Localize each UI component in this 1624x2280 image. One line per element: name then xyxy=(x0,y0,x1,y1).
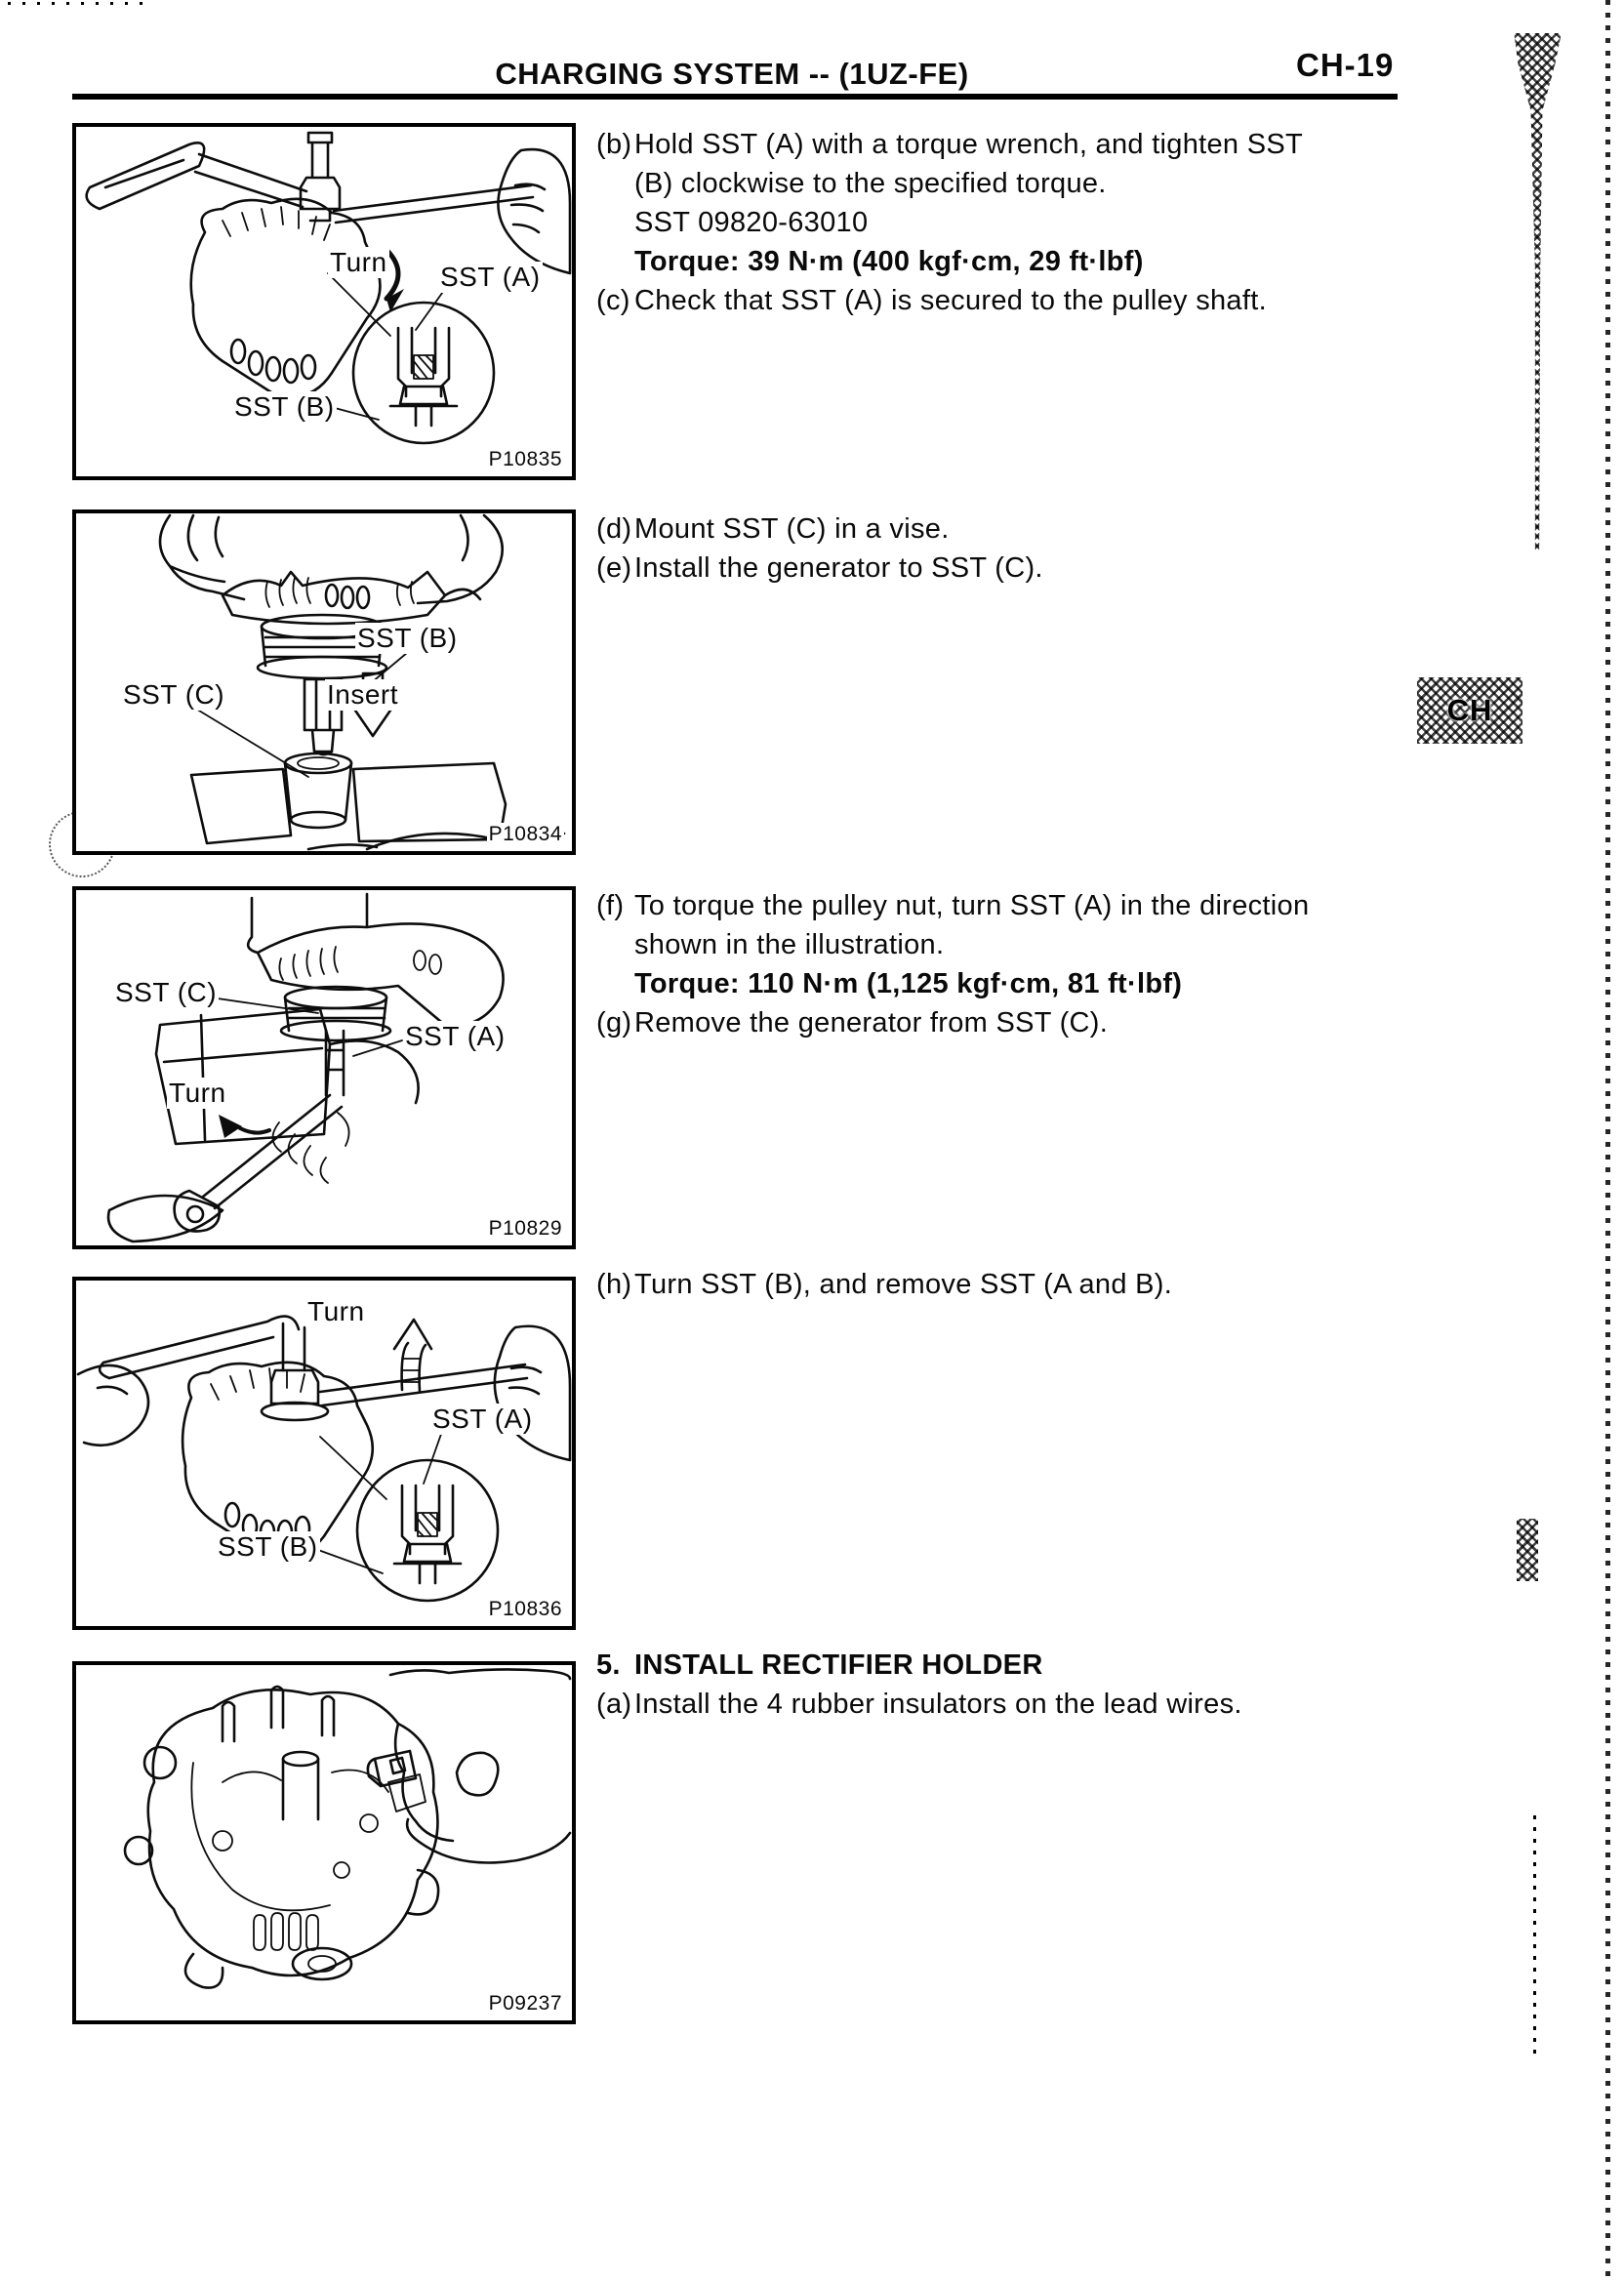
step-text: To torque the pulley nut, turn SST (A) in the direction xyxy=(634,890,1310,921)
figure-label-sst-a: SST (A) xyxy=(405,1021,506,1051)
step-line xyxy=(596,549,1416,588)
scan-artifact-dash xyxy=(1533,1815,1536,2059)
step-group-d-e xyxy=(596,509,1416,588)
torque-spec-line xyxy=(596,242,1416,281)
step-text: Turn SST (B), and remove SST (A and B). xyxy=(634,1269,1173,1300)
step-line xyxy=(596,886,1416,925)
figure-label-turn: Turn xyxy=(330,247,387,277)
figure-code: P10835 xyxy=(488,448,562,470)
header-rule xyxy=(72,94,1398,100)
figure-code: P09237 xyxy=(488,1992,562,2015)
figure-label-turn: Turn xyxy=(169,1078,226,1108)
step-marker: (g) xyxy=(596,1007,632,1038)
step-line xyxy=(596,509,1416,549)
page-title: CHARGING SYSTEM -- (1UZ-FE) xyxy=(495,57,969,91)
section-title: INSTALL RECTIFIER HOLDER xyxy=(634,1649,1043,1681)
figure-box-p10835 xyxy=(72,123,576,480)
illustration-rectifier-insulators xyxy=(76,1665,572,2020)
binding-mark xyxy=(1511,33,1563,550)
step-line xyxy=(596,203,1416,242)
figure-label-sst-b: SST (B) xyxy=(234,391,335,422)
step-marker: (h) xyxy=(596,1269,632,1300)
section-heading xyxy=(596,1646,1416,1685)
figure-box-p10829 xyxy=(72,886,576,1249)
scan-artifact-blob xyxy=(1517,1519,1538,1581)
step-line xyxy=(596,1685,1416,1724)
step-text: (B) clockwise to the specified torque. xyxy=(634,168,1107,199)
step-group-h xyxy=(596,1265,1416,1304)
figure-label-sst-a: SST (A) xyxy=(440,262,541,292)
step-line xyxy=(596,281,1416,320)
figure-label-sst-b: SST (B) xyxy=(357,623,458,653)
figure-box-p09237 xyxy=(72,1661,576,2024)
figure-code: P10834 xyxy=(488,823,562,845)
step-line xyxy=(596,164,1416,203)
step-line xyxy=(596,1265,1416,1304)
figure-label-turn: Turn xyxy=(307,1296,365,1326)
step-marker: (d) xyxy=(596,513,632,545)
step-text: Hold SST (A) with a torque wrench, and tighten SST xyxy=(634,129,1304,160)
step-marker: (a) xyxy=(596,1689,632,1720)
figure-box-p10834 xyxy=(72,509,576,855)
step-text: Check that SST (A) is secured to the pulley shaft. xyxy=(634,285,1267,316)
step-text: Install the generator to SST (C). xyxy=(634,552,1043,584)
figure-code: P10836 xyxy=(488,1598,562,1620)
step-line xyxy=(596,125,1416,164)
figure-label-sst-c: SST (C) xyxy=(123,679,225,710)
figure-label-sst-a: SST (A) xyxy=(432,1404,533,1434)
torque-spec: Torque: 39 N·m (400 kgf·cm, 29 ft·lbf) xyxy=(634,246,1144,277)
figure-label-sst-b: SST (B) xyxy=(218,1531,318,1562)
step-text: Install the 4 rubber insulators on the lead wires. xyxy=(634,1689,1242,1720)
section-number: 5. xyxy=(596,1649,621,1681)
step-group-b-c xyxy=(596,125,1416,320)
step-marker: (e) xyxy=(596,552,632,584)
figure-box-p10836 xyxy=(72,1277,576,1630)
step-text: shown in the illustration. xyxy=(634,929,945,960)
step-group-install-rectifier xyxy=(596,1646,1416,1724)
figure-label-insert: Insert xyxy=(327,679,399,710)
illustration-torque-pulley-nut xyxy=(76,890,572,1245)
step-line xyxy=(596,1003,1416,1042)
step-line xyxy=(596,925,1416,964)
figure-label-sst-c: SST (C) xyxy=(115,977,218,1007)
step-text: Remove the generator from SST (C). xyxy=(634,1007,1109,1038)
page-edge-perforation xyxy=(1605,0,1610,2280)
page-number: CH-19 xyxy=(1296,47,1395,83)
figure-code: P10829 xyxy=(488,1217,562,1240)
scan-artifact-dots xyxy=(8,2,154,5)
step-text: Mount SST (C) in a vise. xyxy=(634,513,950,545)
illustration-torque-wrench xyxy=(76,127,572,476)
step-marker: (f) xyxy=(596,890,625,921)
section-thumb-tab: CH xyxy=(1417,677,1522,744)
torque-spec-line xyxy=(596,964,1416,1003)
step-marker: (b) xyxy=(596,129,632,160)
step-group-f-g xyxy=(596,886,1416,1042)
illustration-remove-sst xyxy=(76,1281,572,1626)
torque-spec: Torque: 110 N·m (1,125 kgf·cm, 81 ft·lbf) xyxy=(634,968,1183,999)
sst-number: SST 09820-63010 xyxy=(634,207,869,238)
step-marker: (c) xyxy=(596,285,630,316)
